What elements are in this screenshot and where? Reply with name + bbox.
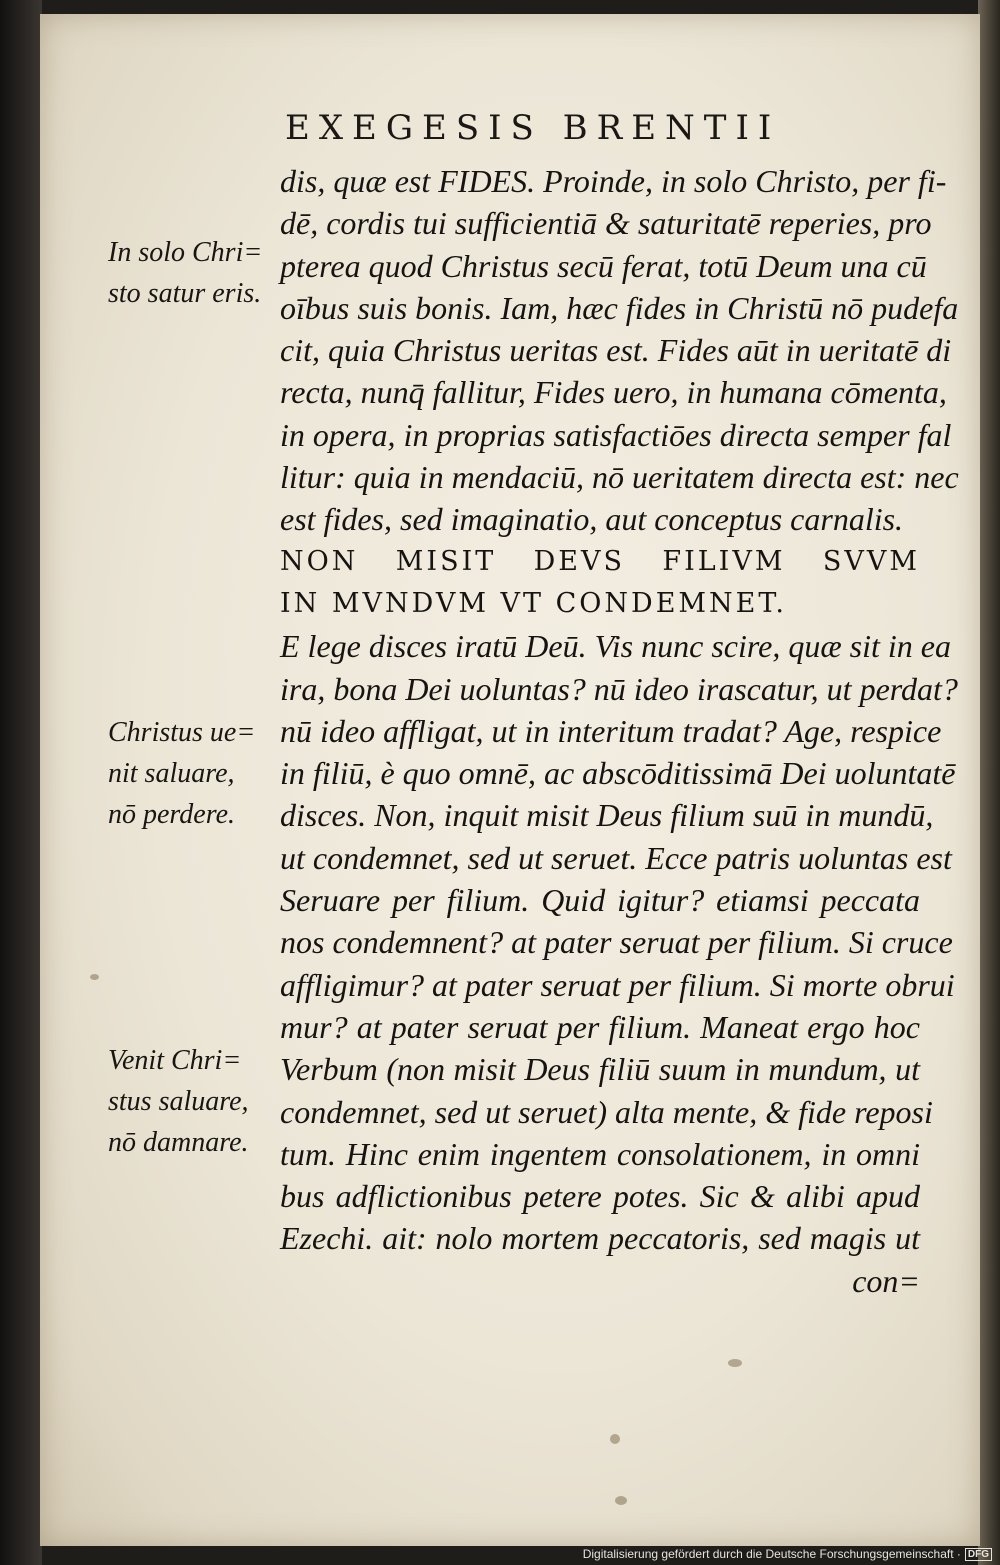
text-line: mur? at pater seruat per filium. Maneat ergo hoc [280, 1008, 920, 1045]
text-line: bus adflictionibus petere potes. Sic & alibi apud [280, 1178, 920, 1215]
text-line: in opera, in proprias satisfactiōes directa semper fal [280, 416, 952, 453]
text-line: recta, nunq̄ fallitur, Fides uero, in humana cōmenta, [280, 374, 947, 411]
credit-text: Digitalisierung gefördert durch die Deutsche Forschungsgemeinschaft · [582, 1547, 961, 1561]
book-spine-left [0, 0, 42, 1565]
text-line: E lege disces iratū Deū. Vis nunc scire, quæ sit in ea [280, 628, 951, 665]
section-heading-line: IN MVNDVM VT CONDEMNET. [280, 587, 788, 619]
text-line: litur: quia in mendaciū, nō ueritatem directa est: nec [280, 459, 959, 496]
margin-note [108, 712, 273, 835]
digitization-credit [583, 1547, 992, 1561]
margin-note [108, 232, 273, 314]
text-line: est fides, sed imaginatio, aut conceptus carnalis. [280, 501, 904, 538]
text-line: oībus suis bonis. Iam, hæc fides in Christū nō pudefa [280, 289, 959, 326]
text-line: pterea quod Christus secū ferat, totū Deum una cū [280, 247, 927, 284]
paper-stain [610, 1434, 620, 1444]
text-line: Verbum (non misit Deus filiū suum in mundum, ut [280, 1051, 920, 1088]
margin-note-line: stus saluare, [108, 1086, 249, 1117]
margin-note [108, 1040, 273, 1163]
text-line: condemnet, sed ut seruet) alta mente, & fide reposi [280, 1093, 933, 1130]
margin-note-line: nō perdere. [108, 799, 235, 830]
margin-note-line: sto satur eris. [108, 278, 262, 309]
text-line: ut condemnet, sed ut seruet. Ecce patris uoluntas est [280, 839, 952, 876]
margin-note-line: Christus ue= [108, 717, 256, 748]
section-heading-line: NON MISIT DEVS FILIVM SVVM [280, 545, 920, 577]
text-line: dis, quæ est FIDES. Proinde, in solo Christo, per fi- [280, 163, 947, 199]
text-line: affligimur? at pater seruat per filium. Si morte obrui [280, 966, 955, 1003]
text-line: nos condemnent? at pater seruat per filium. Si cruce [280, 924, 953, 961]
paper-stain [728, 1359, 742, 1367]
text-line: dē, cordis tui sufficientiā & saturitatē reperies, pro [280, 205, 932, 242]
margin-note-line: nit saluare, [108, 758, 235, 789]
paper-stain [615, 1496, 627, 1505]
catchword: con= [852, 1262, 920, 1299]
paper-stain [90, 974, 99, 980]
dfg-logo: DFG [965, 1548, 992, 1561]
book-edge-right [978, 0, 1000, 1565]
running-head: EXEGESIS BRENTII [285, 108, 781, 148]
margin-note-line: nō damnare. [108, 1127, 249, 1158]
text-line: disces. Non, inquit misit Deus filium suū in mundū, [280, 797, 934, 834]
margin-note-line: Venit Chri= [108, 1045, 242, 1076]
text-line: Seruare per filium. Quid igitur? etiamsi peccata [280, 882, 920, 919]
text-line: tum. Hinc enim ingentem consolationem, in omni [280, 1135, 920, 1172]
text-line: nū ideo affligat, ut in interitum tradat? Age, respice [280, 712, 942, 749]
text-line: in filiū, è quo omnē, ac abscōditissimā Dei uoluntatē [280, 755, 956, 792]
text-line: ira, bona Dei uoluntas? nū ideo irascatur, ut perdat? [280, 670, 958, 707]
margin-note-line: In solo Chri= [108, 237, 263, 268]
text-line: cit, quia Christus ueritas est. Fides aūt in ueritatē di [280, 332, 952, 369]
main-text-block [280, 160, 959, 1302]
text-line: Ezechi. ait: nolo mortem peccatoris, sed magis ut [280, 1220, 920, 1257]
